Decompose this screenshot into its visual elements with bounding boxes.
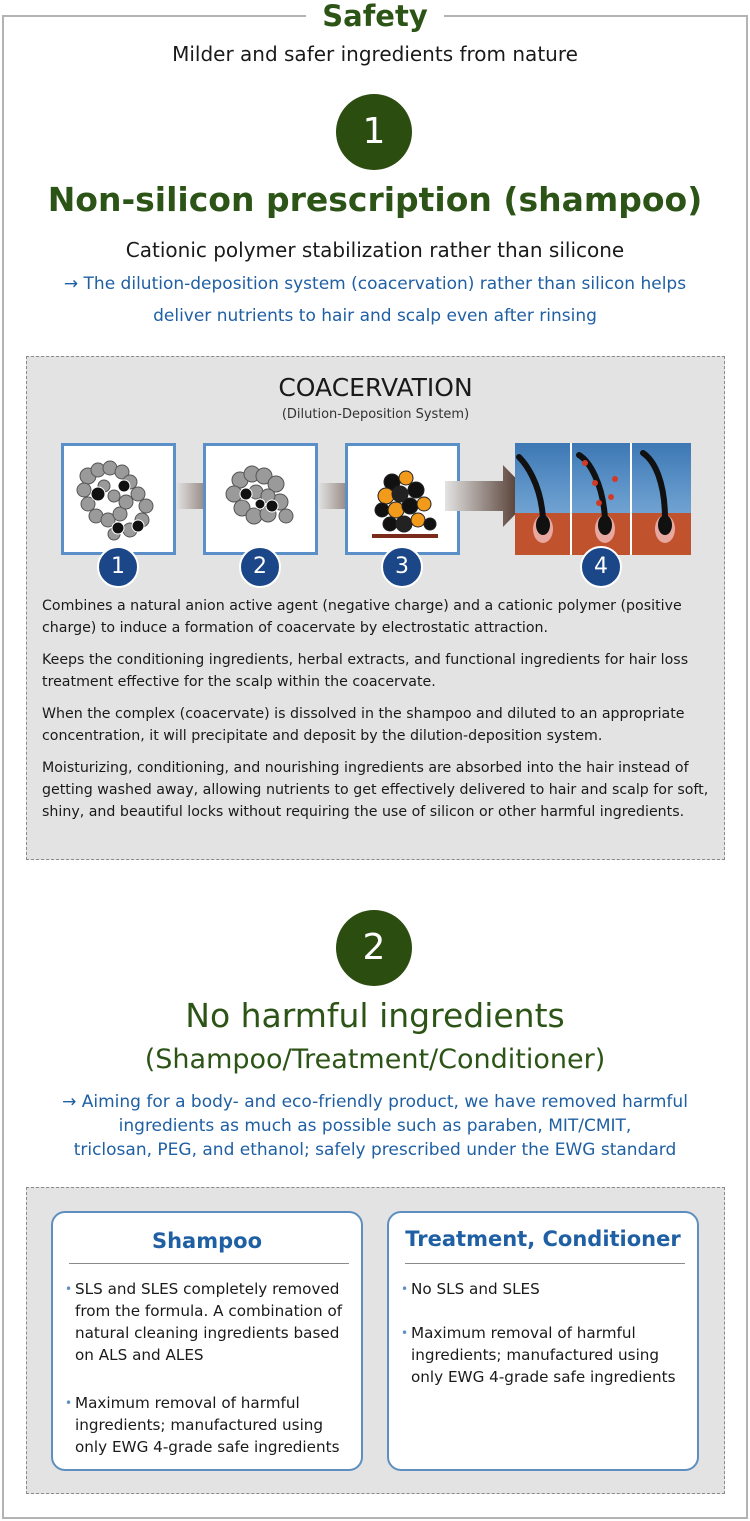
shampoo-bullet: • SLS and SLES completely removed from the formula. A combination of natural cleaning ingredients based on ALS and ALES (65, 1280, 343, 1364)
section1-title: Non-silicon prescription (shampoo) (47, 180, 703, 219)
shampoo-card (51, 1211, 363, 1471)
page-title: Safety (306, 0, 444, 36)
section1-note (40, 268, 710, 332)
section2-title: No harmful ingredients (185, 996, 565, 1035)
section2-note-line2: ingredients as much as possible such as paraben, MIT/CMIT, (118, 1116, 632, 1136)
bullet-dot-icon: • (401, 1326, 409, 1340)
section1-note-line1: → The dilution-deposition system (coacervation) rather than silicon helps (63, 274, 687, 294)
section1-subtitle: Cationic polymer stabilization rather than silicone (125, 238, 625, 262)
polymer-cluster-icon (64, 446, 173, 552)
section1-number-badge: 1 (336, 94, 412, 170)
section2-note (30, 1090, 720, 1162)
step-number-4: 4 (580, 546, 622, 588)
bullet-dot-icon: • (401, 1282, 409, 1296)
step1-illustration (61, 443, 176, 555)
step-number-2: 2 (239, 546, 281, 588)
card-divider (405, 1263, 685, 1264)
section1-note-line2: deliver nutrients to hair and scalp even after rinsing (153, 306, 597, 326)
step-number-3: 3 (381, 546, 423, 588)
section2-subtitle: (Shampoo/Treatment/Conditioner) (144, 1044, 606, 1075)
coacervation-paragraph: Keeps the conditioning ingredients, herbal extracts, and functional ingredients for hair loss treatment effective for the scalp within the coacervate. (42, 652, 689, 690)
treatment-conditioner-card (387, 1211, 699, 1471)
coacervation-panel (26, 356, 725, 860)
treatment-card-title: Treatment, Conditioner (405, 1227, 681, 1251)
treatment-bullet: • Maximum removal of harmful ingredients; manufactured using only EWG 4-grade safe ingredients (401, 1324, 676, 1386)
ingredients-panel (26, 1187, 725, 1494)
bullet-dot-icon: • (65, 1396, 73, 1410)
bullet-dot-icon: • (65, 1282, 73, 1296)
coacervate-cluster-icon (206, 446, 315, 552)
coacervation-subtitle: (Dilution-Deposition System) (281, 407, 470, 422)
coacervation-title: COACERVATION (278, 373, 473, 402)
coacervation-paragraph: When the complex (coacervate) is dissolved in the shampoo and diluted to an appropriate concentration, it will precipitate and deposit by the dilution-deposition system. (42, 706, 685, 744)
shampoo-card-title: Shampoo (151, 1229, 262, 1253)
shampoo-bullet: • Maximum removal of harmful ingredients; manufactured using only EWG 4-grade safe ingredients (65, 1394, 340, 1456)
section2-number-badge: 2 (336, 910, 412, 986)
section2-note-line3: triclosan, PEG, and ethanol; safely prescribed under the EWG standard (73, 1140, 677, 1160)
coacervation-paragraph: Combines a natural anion active agent (negative charge) and a cationic polymer (positive charge) to induce a formation of coacervate by electrostatic attraction. (42, 598, 682, 636)
coacervation-paragraph: Moisturizing, conditioning, and nourishing ingredients are absorbed into the hair instead of getting washed away, allowing nutrients to get effectively delivered to hair and scalp for soft, shiny, and beautiful locks without requiring the use of silicon or other harmful ingredients. (42, 760, 709, 820)
card-divider (69, 1263, 349, 1264)
step-number-1: 1 (97, 546, 139, 588)
step2-illustration (203, 443, 318, 555)
hair-scalp-illustration (515, 443, 691, 555)
deposition-cluster-icon (348, 446, 457, 552)
page-subtitle: Milder and safer ingredients from nature (172, 42, 578, 66)
treatment-bullet: • No SLS and SLES (401, 1280, 540, 1298)
section2-note-line1: → Aiming for a body- and eco-friendly product, we have removed harmful (62, 1092, 688, 1112)
step3-illustration (345, 443, 460, 555)
